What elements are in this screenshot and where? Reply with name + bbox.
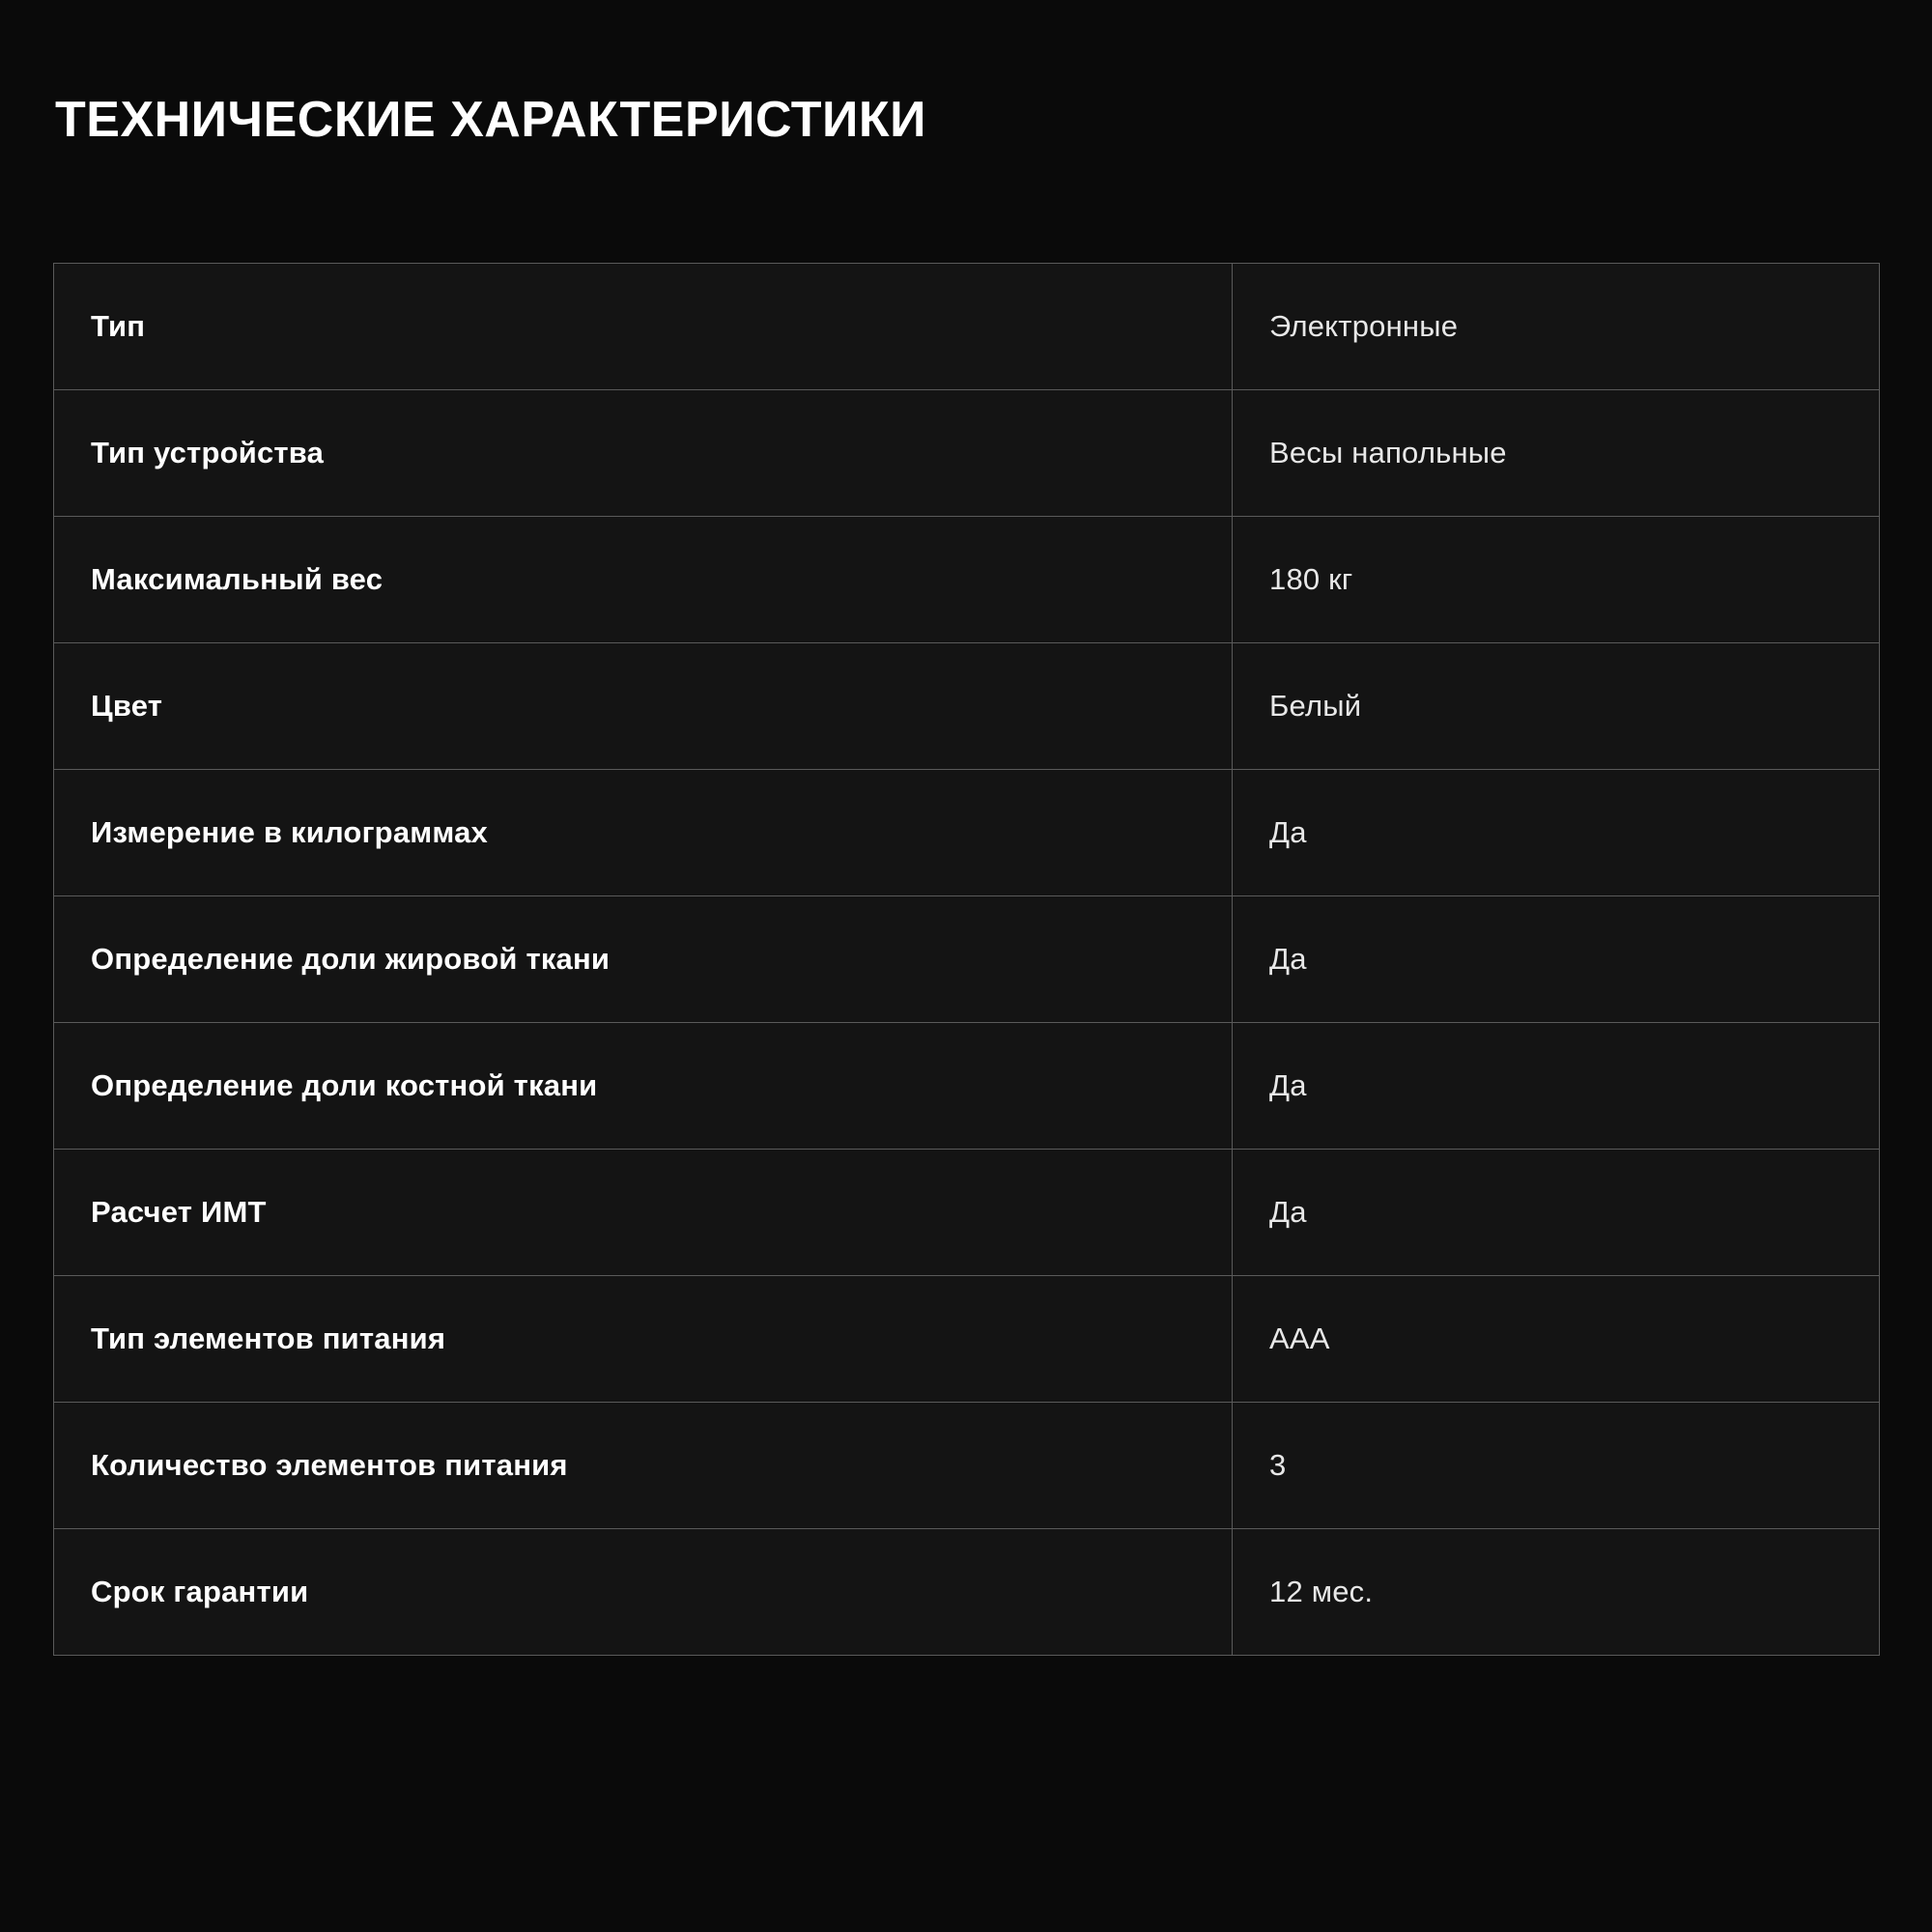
spec-label: Определение доли жировой ткани bbox=[54, 896, 1233, 1023]
table-row bbox=[54, 1150, 1880, 1276]
spec-label: Измерение в килограммах bbox=[54, 770, 1233, 896]
table-row bbox=[54, 1403, 1880, 1529]
spec-value: Да bbox=[1233, 770, 1880, 896]
spec-label: Расчет ИМТ bbox=[54, 1150, 1233, 1276]
specifications-table bbox=[53, 263, 1880, 1656]
spec-label: Тип элементов питания bbox=[54, 1276, 1233, 1403]
spec-value: AAA bbox=[1233, 1276, 1880, 1403]
specifications-table-body bbox=[54, 264, 1880, 1656]
table-row bbox=[54, 1529, 1880, 1656]
spec-value: Весы напольные bbox=[1233, 390, 1880, 517]
spec-label: Определение доли костной ткани bbox=[54, 1023, 1233, 1150]
spec-label: Количество элементов питания bbox=[54, 1403, 1233, 1529]
spec-value: 3 bbox=[1233, 1403, 1880, 1529]
spec-value: 180 кг bbox=[1233, 517, 1880, 643]
spec-label: Максимальный вес bbox=[54, 517, 1233, 643]
spec-value: Электронные bbox=[1233, 264, 1880, 390]
spec-label: Тип bbox=[54, 264, 1233, 390]
spec-value: Белый bbox=[1233, 643, 1880, 770]
spec-value: 12 мес. bbox=[1233, 1529, 1880, 1656]
spec-value: Да bbox=[1233, 896, 1880, 1023]
table-row bbox=[54, 770, 1880, 896]
spec-label: Цвет bbox=[54, 643, 1233, 770]
page-title: ТЕХНИЧЕСКИЕ ХАРАКТЕРИСТИКИ bbox=[55, 92, 927, 148]
table-row bbox=[54, 1023, 1880, 1150]
table-row bbox=[54, 896, 1880, 1023]
spec-value: Да bbox=[1233, 1023, 1880, 1150]
spec-label: Срок гарантии bbox=[54, 1529, 1233, 1656]
spec-label: Тип устройства bbox=[54, 390, 1233, 517]
table-row bbox=[54, 517, 1880, 643]
spec-value: Да bbox=[1233, 1150, 1880, 1276]
table-row bbox=[54, 390, 1880, 517]
table-row bbox=[54, 264, 1880, 390]
table-row bbox=[54, 643, 1880, 770]
table-row bbox=[54, 1276, 1880, 1403]
